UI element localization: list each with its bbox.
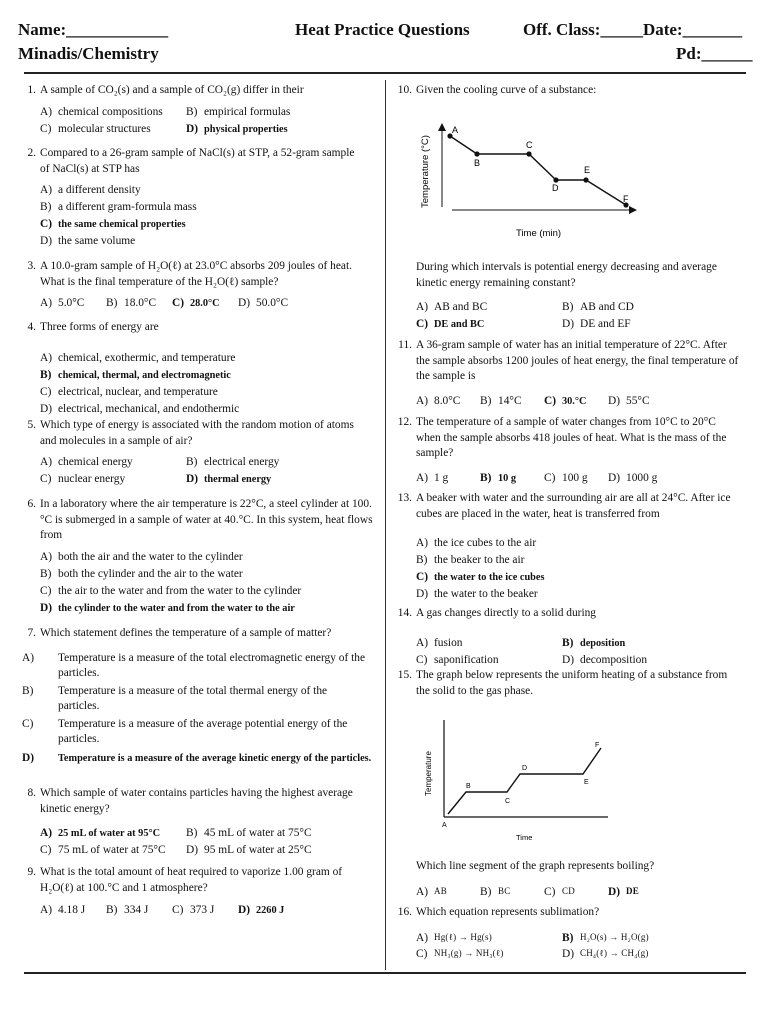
option-a[interactable]: A) Hg(ℓ) → Hg(s) [416,931,492,944]
heating-curve-graph [418,714,618,846]
option-b[interactable]: B) 14°C [480,394,522,407]
option-c[interactable]: C) Temperature is a measure of the average potential energy of the particles. [22,717,348,745]
option-b[interactable]: B) H₂O(s) → H₂O(g) [562,931,649,944]
option-a[interactable]: A) chemical, exothermic, and temperature [40,351,236,364]
question-text: Which line segment of the graph represents boiling? [416,860,655,872]
option-b[interactable]: B) 334 J [106,904,149,916]
question-number: 6. [27,498,36,510]
option-b[interactable]: B) 45 mL of water at 75°C [186,827,312,839]
option-a[interactable]: A) chemical energy [40,456,133,468]
label-b: B [474,158,481,168]
class-date-field-label: Off. Class:_____Date:_______ [523,20,743,39]
label-d: D [522,765,528,772]
option-c[interactable]: C) 75 mL of water at 75°C [40,844,166,856]
option-d[interactable]: D) 55°C [608,394,650,407]
question-text: A 10.0-gram sample of H₂O(ℓ) at 23.0°C absorbs 209 joules of heat. What is the final temperature of the H₂O(ℓ) sample? [40,260,352,288]
answer-options [40,296,369,313]
point-c [526,151,531,156]
option-a[interactable]: A) fusion [416,636,463,649]
question-number: 8. [27,787,36,799]
question-text: A beaker with water and the surrounding air are all at 24°C. After ice cubes are placed in the water, heat is transferred from [416,492,731,520]
question-text: A 36-gram sample of water has an initial temperature of 22°C. After the sample absorbs 1200 joules of heat energy, the final temperature of the sample is [416,339,739,382]
label-a: A [452,125,459,135]
answer-options [416,297,730,331]
label-d: D [552,183,559,193]
option-b[interactable]: B) 18.0°C [106,297,157,309]
point-e [583,177,588,182]
question-14 [390,606,740,666]
option-c-correct[interactable]: C) 30.°C [544,394,587,407]
option-c[interactable]: C) 100 g [544,471,588,484]
question-number: 12. [397,416,412,428]
option-d-correct[interactable]: D) Temperature is a measure of the average kinetic energy of the particles. [22,751,372,764]
option-b[interactable]: B) empirical formulas [186,105,291,118]
question-10-prompt [390,260,730,331]
option-d[interactable]: D) the water to the beaker [416,588,538,600]
option-c[interactable]: C) the air to the water and from the water to the cylinder [40,584,302,597]
question-13 [390,491,740,600]
answer-options [40,455,369,489]
question-5 [14,418,369,489]
option-d-correct[interactable]: D) DE [608,885,639,898]
cooling-curve-line [450,136,626,205]
question-text: Which equation represents sublimation? [416,906,600,918]
question-7 [14,626,376,778]
option-c-correct[interactable]: C) the water to the ice cubes [416,571,545,583]
answer-options [416,628,740,666]
option-d[interactable]: D) the same volume [40,235,136,247]
question-4 [14,320,364,415]
option-b[interactable]: B) BC [480,885,511,898]
question-number: 10. [397,84,412,96]
question-15 [390,668,740,699]
option-b[interactable]: B) Temperature is a measure of the total thermal energy of the particles. [22,684,328,712]
question-1 [14,83,374,139]
question-text: Compared to a 26-gram sample of NaCl(s) at STP, a 52-gram sample of NaCl(s) at STP has [40,147,355,175]
label-b: B [466,783,471,790]
question-number: 9. [27,866,36,878]
column-divider [385,80,386,970]
option-b[interactable]: B) a different gram-formula mass [40,201,197,213]
option-d-correct[interactable]: D) thermal energy [186,473,272,485]
question-number: 5. [27,419,36,431]
question-number: 4. [27,321,36,333]
option-d[interactable]: D) CH₄(ℓ) → CH₄(g) [562,947,649,960]
option-d[interactable]: D) DE and EF [562,318,631,330]
heating-curve-line [448,748,601,814]
answer-options [416,468,740,485]
option-c[interactable]: C) nuclear energy [40,473,126,485]
period-field-label: Pd:______ [676,44,753,63]
option-c[interactable]: C) 373 J [172,904,215,916]
question-text: Three forms of energy are [40,321,159,333]
option-b[interactable]: B) electrical energy [186,456,280,468]
question-number: 11. [398,339,412,351]
option-d[interactable]: D) decomposition [562,653,648,666]
option-c[interactable]: C) molecular structures [40,122,151,135]
question-9 [14,865,369,919]
question-16 [390,905,740,961]
footer-rule [24,972,746,974]
answer-options [416,528,740,600]
cooling-curve-graph [414,112,644,242]
question-number: 7. [27,627,36,639]
option-c[interactable]: C) saponification [416,653,499,666]
point-d [553,177,558,182]
question-text: The graph below represents the uniform heating of a substance from the solid to the gas phase. [416,669,728,697]
answer-options [22,648,376,778]
question-text: Which sample of water contains particles having the highest average kinetic energy? [40,787,353,815]
label-c: C [505,798,511,805]
question-12 [390,415,740,485]
question-number: 16. [397,906,412,918]
question-15-prompt [390,859,740,898]
question-text: What is the total amount of heat required to vaporize 1.00 gram of H₂O(ℓ) at 100.°C and 1 atmosphere? [40,866,343,894]
name-field-label: Name:____________ [18,20,169,39]
x-axis-label: Time [516,833,533,842]
option-d-correct[interactable]: D) physical properties [186,122,288,135]
option-b-correct[interactable]: B) chemical, thermal, and electromagnetic [40,368,231,381]
answer-options [40,902,369,919]
answer-options [40,105,374,139]
option-a[interactable]: A) 1 g [416,471,449,484]
label-f: F [623,194,629,204]
label-a: A [442,822,447,829]
option-b-correct[interactable]: B) 10 g [480,471,517,484]
question-2 [14,146,364,251]
option-c[interactable]: C) CD [544,885,575,898]
option-d[interactable]: D) 95 mL of water at 25°C [186,844,312,856]
option-c-correct[interactable]: C) DE and BC [416,318,485,330]
option-c[interactable]: C) NH₃(g) → NH₃(ℓ) [416,947,504,960]
option-a[interactable]: A) a different density [40,184,141,196]
answer-options [416,927,740,961]
label-e: E [584,779,589,786]
teacher-subject-label: Minadis/Chemistry [18,44,159,63]
question-text: Given the cooling curve of a substance: [416,84,597,96]
answer-options [40,823,364,857]
y-axis-label: Temperature (°C) [420,135,431,208]
option-d-correct[interactable]: D) 2260 J [238,904,285,916]
question-text: A sample of CO₂(s) and a sample of CO₂(g) differ in their [40,84,304,96]
question-text: A gas changes directly to a solid during [416,607,596,619]
question-number: 2. [27,147,36,159]
option-a[interactable]: A) 5.0°C [40,297,85,309]
y-axis-label: Temperature [424,751,433,796]
label-e: E [584,165,591,175]
question-number: 14. [397,607,412,619]
option-a[interactable]: A) the ice cubes to the air [416,537,537,549]
option-c-correct[interactable]: C) the same chemical properties [40,218,186,230]
option-b-correct[interactable]: B) deposition [562,636,626,649]
question-text: In a laboratory where the air temperature is 22°C, a steel cylinder at 100.°C is submerged in a sample of water at 40.°C. In this system, heat flows from [40,498,373,541]
page-title: Heat Practice Questions [295,20,470,39]
question-text: The temperature of a sample of water changes from 10°C to 20°C when the sample absorbs 418 joules of heat. What is the mass of the sample? [416,416,727,459]
option-d[interactable]: D) 1000 g [608,471,658,484]
point-b [474,151,479,156]
option-d-correct[interactable]: D) the cylinder to the water and from the water to the air [40,601,295,614]
option-d[interactable]: D) 50.0°C [238,297,289,309]
question-number: 1. [27,84,36,96]
answer-options [416,391,740,408]
header-rule [24,72,746,74]
question-number: 3. [27,260,36,272]
x-axis-label: Time (min) [516,228,562,239]
option-a[interactable]: A) Temperature is a measure of the total electromagnetic energy of the particles. [22,651,366,679]
option-c-correct[interactable]: C) 28.0°C [172,297,220,309]
answer-options [40,342,364,415]
question-text: During which intervals is potential energy decreasing and average kinetic energy remaining constant? [416,261,717,289]
option-a-correct[interactable]: A) 25 mL of water at 95°C [40,827,161,839]
option-a[interactable]: A) chemical compositions [40,105,163,118]
option-c[interactable]: C) electrical, nuclear, and temperature [40,385,218,398]
question-number: 13. [397,492,412,504]
option-a[interactable]: A) both the air and the water to the cylinder [40,550,243,563]
option-d[interactable]: D) electrical, mechanical, and endothermic [40,402,240,415]
question-number: 15. [397,669,412,681]
answer-options [40,183,364,251]
answer-options [416,881,740,898]
question-3 [14,259,369,313]
option-a[interactable]: A) 4.18 J [40,904,86,916]
option-b[interactable]: B) AB and CD [562,301,634,313]
question-6 [14,497,376,618]
option-a[interactable]: A) AB and BC [416,301,488,313]
answer-options [40,550,376,618]
label-c: C [526,140,533,150]
option-b[interactable]: B) both the cylinder and the air to the water [40,567,243,580]
option-a[interactable]: A) 8.0°C [416,394,461,407]
question-11 [390,338,740,408]
question-text: Which statement defines the temperature of a sample of matter? [40,627,332,639]
question-10 [390,83,740,99]
question-8 [14,786,364,857]
label-f: F [595,742,600,749]
option-a[interactable]: A) AB [416,885,447,898]
question-text: Which type of energy is associated with the random motion of atoms and molecules in a sample of air? [40,419,354,447]
option-b[interactable]: B) the beaker to the air [416,554,525,566]
